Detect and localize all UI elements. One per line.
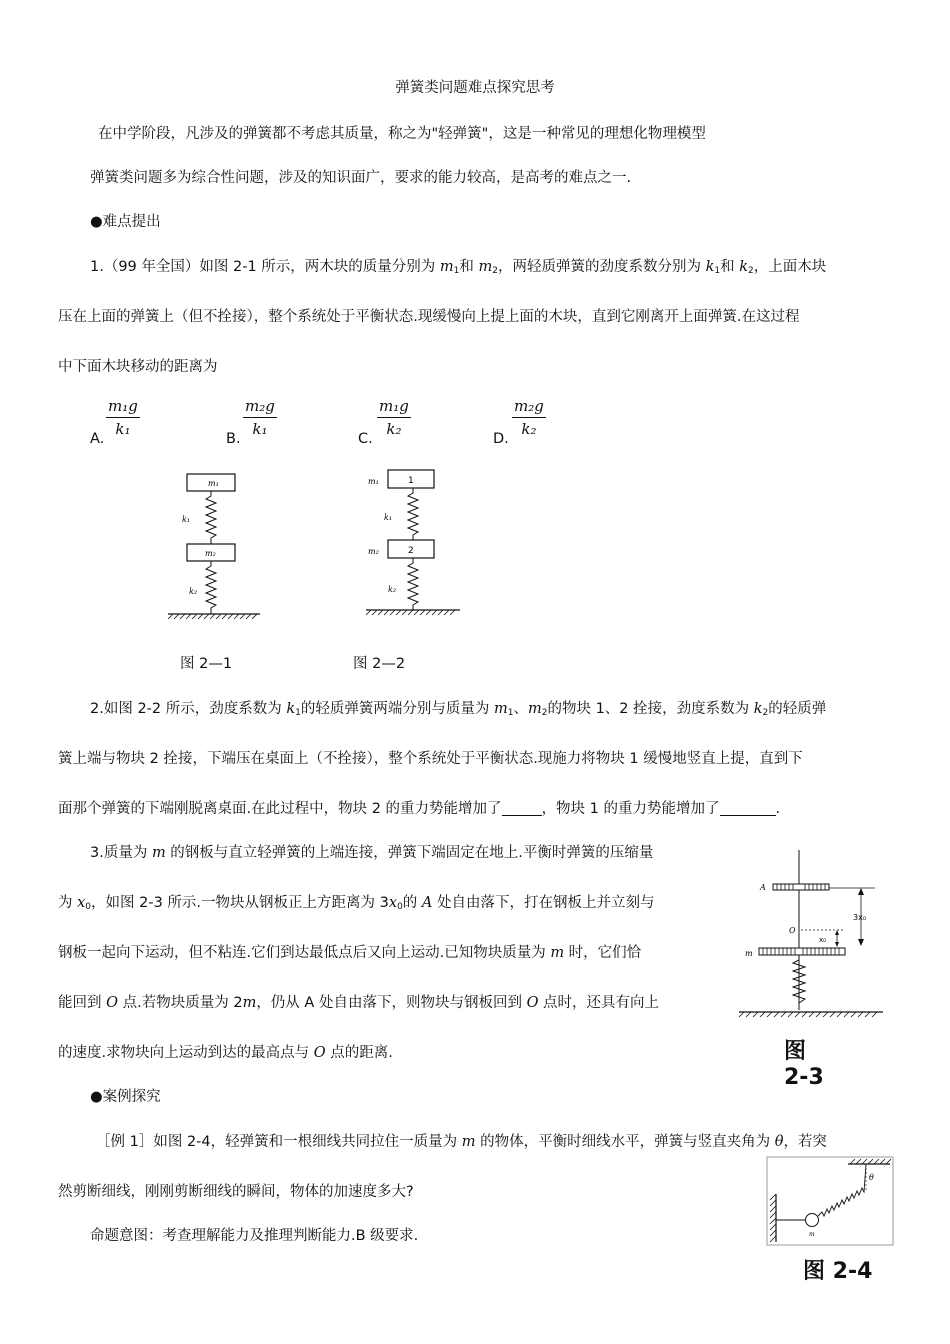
fig23-A-label: A bbox=[760, 883, 766, 892]
fig21-k2-label: k₂ bbox=[189, 587, 198, 596]
figure-2-3 bbox=[735, 848, 885, 1026]
ex1-line-3: 命题意图：考查理解能力及推理判断能力.B 级要求. bbox=[90, 1228, 419, 1244]
figure-2-1 bbox=[160, 468, 270, 628]
q2-line-2: 簧上端与物块 2 拴接，下端压在桌面上（不拴接），整个系统处于平衡状态.现施力将物块 1 缓慢地竖直上提，直到下 bbox=[58, 751, 803, 767]
answer-blank-1[interactable] bbox=[502, 801, 542, 816]
q1-line-1: 1.（99 年全国）如图 2-1 所示，两木块的质量分别为 $m_1$和 $m_2$，两轻质弹簧的劲度系数分别为 $k_1$和 $k_2$，上面木块 bbox=[90, 259, 827, 276]
q3-line-5: 的速度.求物块向上运动到达的最高点与 O 点的距离. bbox=[58, 1045, 393, 1061]
option-label: A. bbox=[90, 431, 105, 447]
fig22-caption: 图 2—2 bbox=[353, 656, 406, 672]
fig24-caption: 图 2-4 bbox=[803, 1259, 873, 1284]
q3-line-4: 能回到 O 点.若物块质量为 2m，仍从 A 处自由落下，则物块与钢板回到 O 点时，还具有向上 bbox=[58, 995, 660, 1011]
q1-line-2: 压在上面的弹簧上（但不拴接），整个系统处于平衡状态.现缓慢向上提上面的木块，直到它刚离开上面弹簧.在这过程 bbox=[58, 309, 800, 325]
q3-line-2: 为 $x_0$，如图 2-3 所示.一物块从钢板正上方距离为 $3x_0$的 A 处自由落下，打在钢板上并立刻与 bbox=[58, 895, 655, 912]
ex1-line-2: 然剪断细线，刚刚剪断细线的瞬间，物体的加速度多大? bbox=[58, 1184, 414, 1200]
figure-2-4 bbox=[766, 1156, 894, 1246]
fig23-3x0-label: 3x₀ bbox=[853, 913, 867, 922]
fig23-m-label: m bbox=[745, 949, 753, 958]
option-fraction: $\frac{\text{m₂g}}{\text{k₂}}$ bbox=[514, 397, 544, 438]
fig22-k1-label: k₁ bbox=[384, 513, 393, 522]
fig21-caption: 图 2—1 bbox=[180, 656, 233, 672]
fig23-caption-line-2: 2-3 bbox=[784, 1065, 824, 1090]
fig23-caption-line-1: 图 bbox=[784, 1039, 807, 1064]
option-fraction: $\frac{\text{m₁g}}{\text{k₁}}$ bbox=[108, 397, 138, 438]
fig24-theta-label: θ bbox=[869, 1173, 874, 1182]
section-heading-problems: ●难点提出 bbox=[90, 214, 161, 230]
option-label: B. bbox=[226, 431, 241, 447]
fig22-block1-label: 1 bbox=[408, 476, 414, 486]
answer-blank-2[interactable] bbox=[720, 801, 776, 816]
fig21-k1-label: k₁ bbox=[182, 515, 191, 524]
option-label: D. bbox=[493, 431, 509, 447]
fig22-m1-label: m₁ bbox=[368, 477, 379, 486]
section-heading-cases: ●案例探究 bbox=[90, 1089, 161, 1105]
page-title: 弹簧类问题难点探究思考 bbox=[395, 80, 555, 96]
fig21-m1-label: m₁ bbox=[208, 479, 219, 488]
option-fraction: $\frac{\text{m₁g}}{\text{k₂}}$ bbox=[379, 397, 409, 438]
intro-line-2: 弹簧类问题多为综合性问题，涉及的知识面广，要求的能力较高，是高考的难点之一. bbox=[90, 170, 632, 186]
fig21-m2-label: m₂ bbox=[205, 549, 216, 558]
q3-line-3: 钢板一起向下运动，但不粘连.它们到达最低点后又向上运动.已知物块质量为 m 时，它们恰 bbox=[58, 945, 642, 961]
intro-line-1: 在中学阶段，凡涉及的弹簧都不考虑其质量，称之为"轻弹簧"，这是一种常见的理想化物理模型 bbox=[98, 126, 706, 142]
fig23-O-label: O bbox=[789, 926, 796, 935]
ex1-line-1: ［例 1］如图 2-4，轻弹簧和一根细线共同拉住一质量为 m 的物体，平衡时细线水平，弹簧与竖直夹角为 θ，若突 bbox=[96, 1134, 827, 1150]
option-label: C. bbox=[358, 431, 373, 447]
fig23-x0-label: x₀ bbox=[819, 936, 826, 944]
q1-line-3: 中下面木块移动的距离为 bbox=[58, 359, 218, 375]
fig22-m2-label: m₂ bbox=[368, 547, 379, 556]
fig24-m-label: m bbox=[809, 1231, 815, 1238]
q3-line-1: 3.质量为 m 的钢板与直立轻弹簧的上端连接，弹簧下端固定在地上.平衡时弹簧的压缩量 bbox=[90, 845, 654, 861]
option-fraction: $\frac{\text{m₂g}}{\text{k₁}}$ bbox=[245, 397, 275, 438]
fig22-block2-label: 2 bbox=[408, 546, 414, 556]
q2-line-1: 2.如图 2-2 所示，劲度系数为 $k_1$的轻质弹簧两端分别与质量为 $m_1$、$m_2$的物块 1、2 拴接，劲度系数为 $k_2$的轻质弹 bbox=[90, 701, 827, 718]
fig22-k2-label: k₂ bbox=[388, 585, 397, 594]
q2-line-3: 面那个弹簧的下端刚脱离桌面.在此过程中，物块 2 的重力势能增加了 ，物块 1 的重力势能增加了 . bbox=[58, 801, 781, 817]
figure-2-2 bbox=[360, 462, 470, 622]
